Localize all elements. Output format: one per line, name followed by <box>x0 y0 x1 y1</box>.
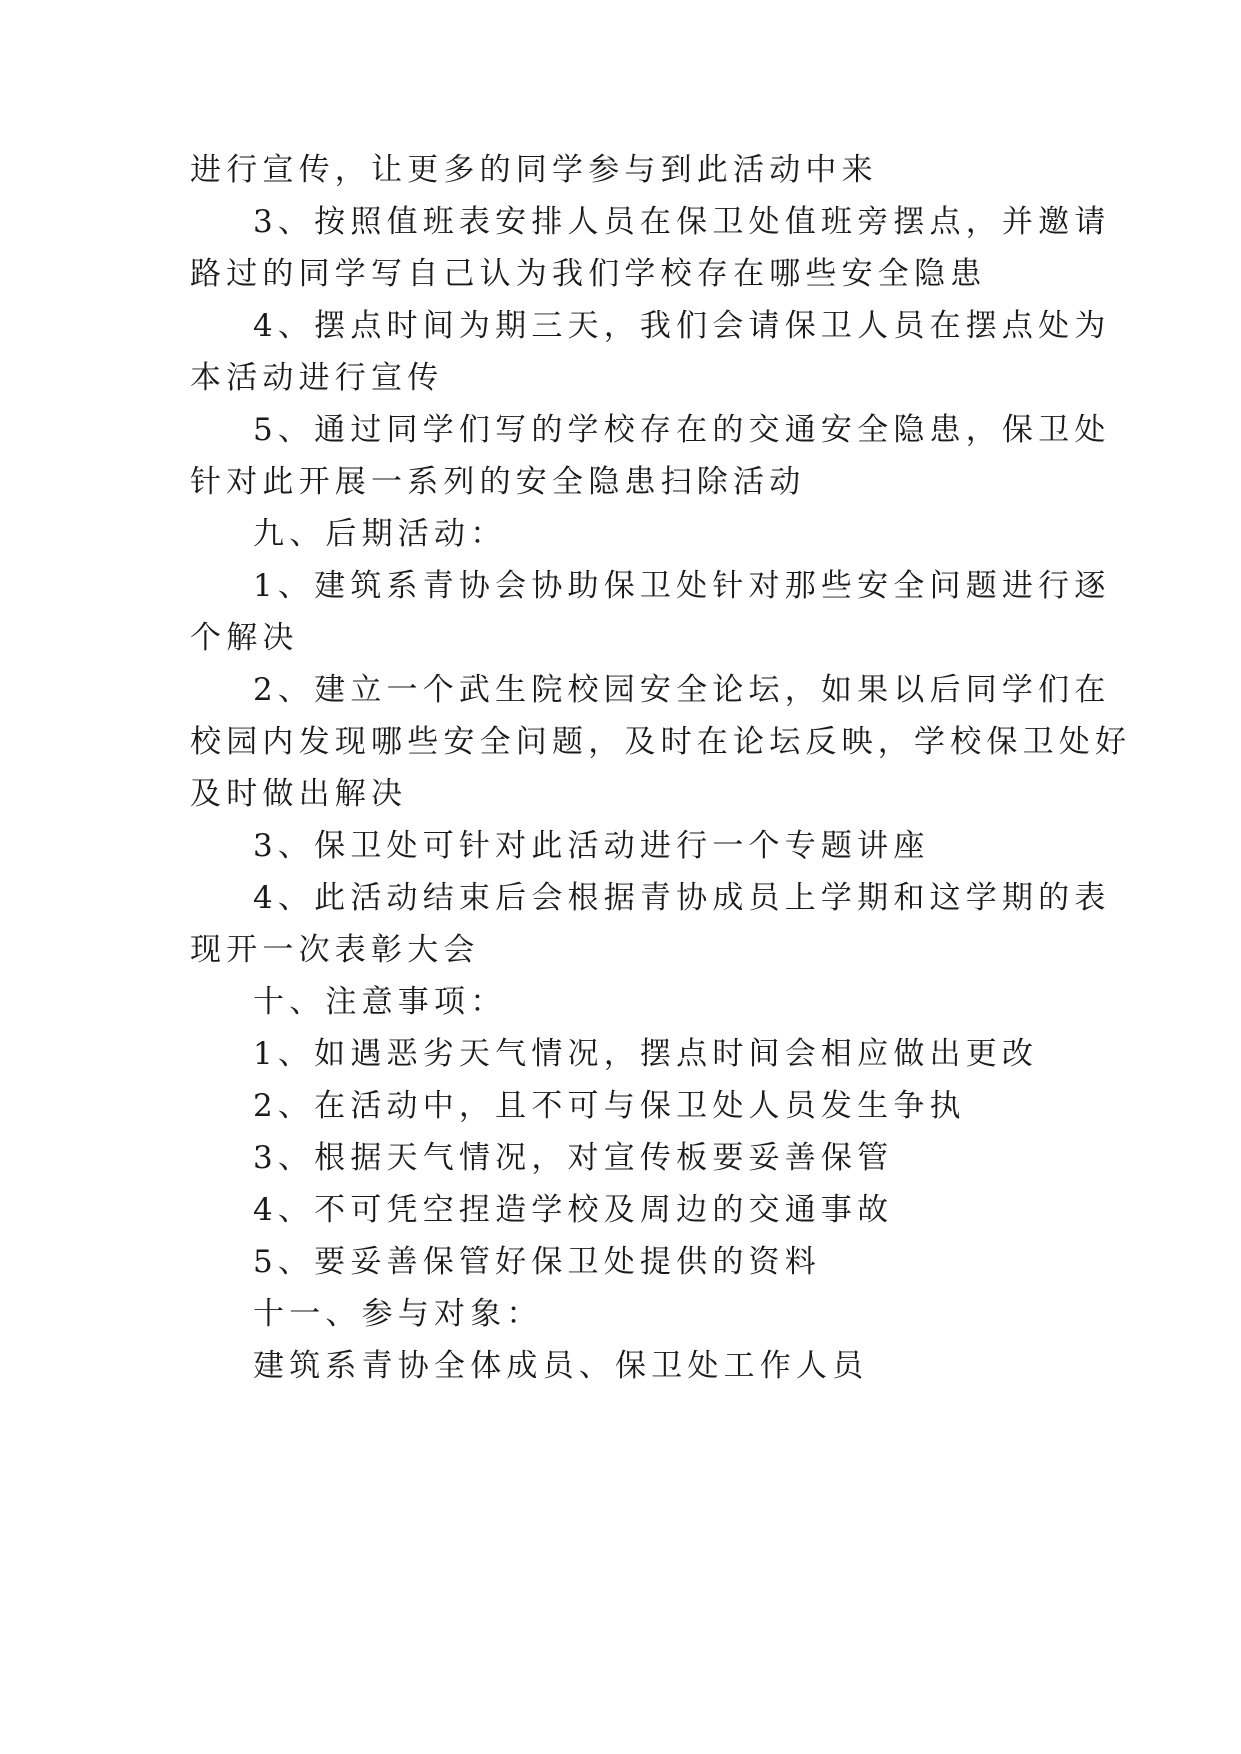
text-line: 4、摆点时间为期三天，我们会请保卫人员在摆点处为 <box>253 308 1111 344</box>
text-line: 5、通过同学们写的学校存在的交通安全隐患，保卫处 <box>253 412 1111 448</box>
text-line: 本活动进行宣传 <box>190 360 444 396</box>
section-heading: 十、注意事项： <box>253 984 507 1020</box>
text-line: 5、要妥善保管好保卫处提供的资料 <box>253 1244 821 1280</box>
text-line: 及时做出解决 <box>190 776 408 812</box>
section-heading: 十一、参与对象： <box>253 1296 543 1332</box>
text-line: 针对此开展一系列的安全隐患扫除活动 <box>190 464 806 500</box>
text-line: 校园内发现哪些安全问题，及时在论坛反映，学校保卫处好 <box>190 724 1132 760</box>
text-line: 建筑系青协全体成员、保卫处工作人员 <box>253 1348 869 1384</box>
text-line: 2、在活动中，且不可与保卫处人员发生争执 <box>253 1088 966 1124</box>
text-line: 3、按照值班表安排人员在保卫处值班旁摆点，并邀请 <box>253 204 1111 240</box>
text-line: 2、建立一个武生院校园安全论坛，如果以后同学们在 <box>253 672 1111 708</box>
text-line: 4、不可凭空捏造学校及周边的交通事故 <box>253 1192 894 1228</box>
text-line: 路过的同学写自己认为我们学校存在哪些安全隐患 <box>190 256 987 292</box>
text-line: 3、根据天气情况，对宣传板要妥善保管 <box>253 1140 894 1176</box>
text-line: 1、建筑系青协会协助保卫处针对那些安全问题进行逐 <box>253 568 1111 604</box>
text-line: 4、此活动结束后会根据青协成员上学期和这学期的表 <box>253 880 1111 916</box>
section-heading: 九、后期活动： <box>253 516 507 552</box>
text-line: 1、如遇恶劣天气情况，摆点时间会相应做出更改 <box>253 1036 1039 1072</box>
text-line: 进行宣传，让更多的同学参与到此活动中来 <box>190 152 878 188</box>
text-line: 3、保卫处可针对此活动进行一个专题讲座 <box>253 828 930 864</box>
text-line: 现开一次表彰大会 <box>190 932 480 968</box>
text-line: 个解决 <box>190 620 299 656</box>
